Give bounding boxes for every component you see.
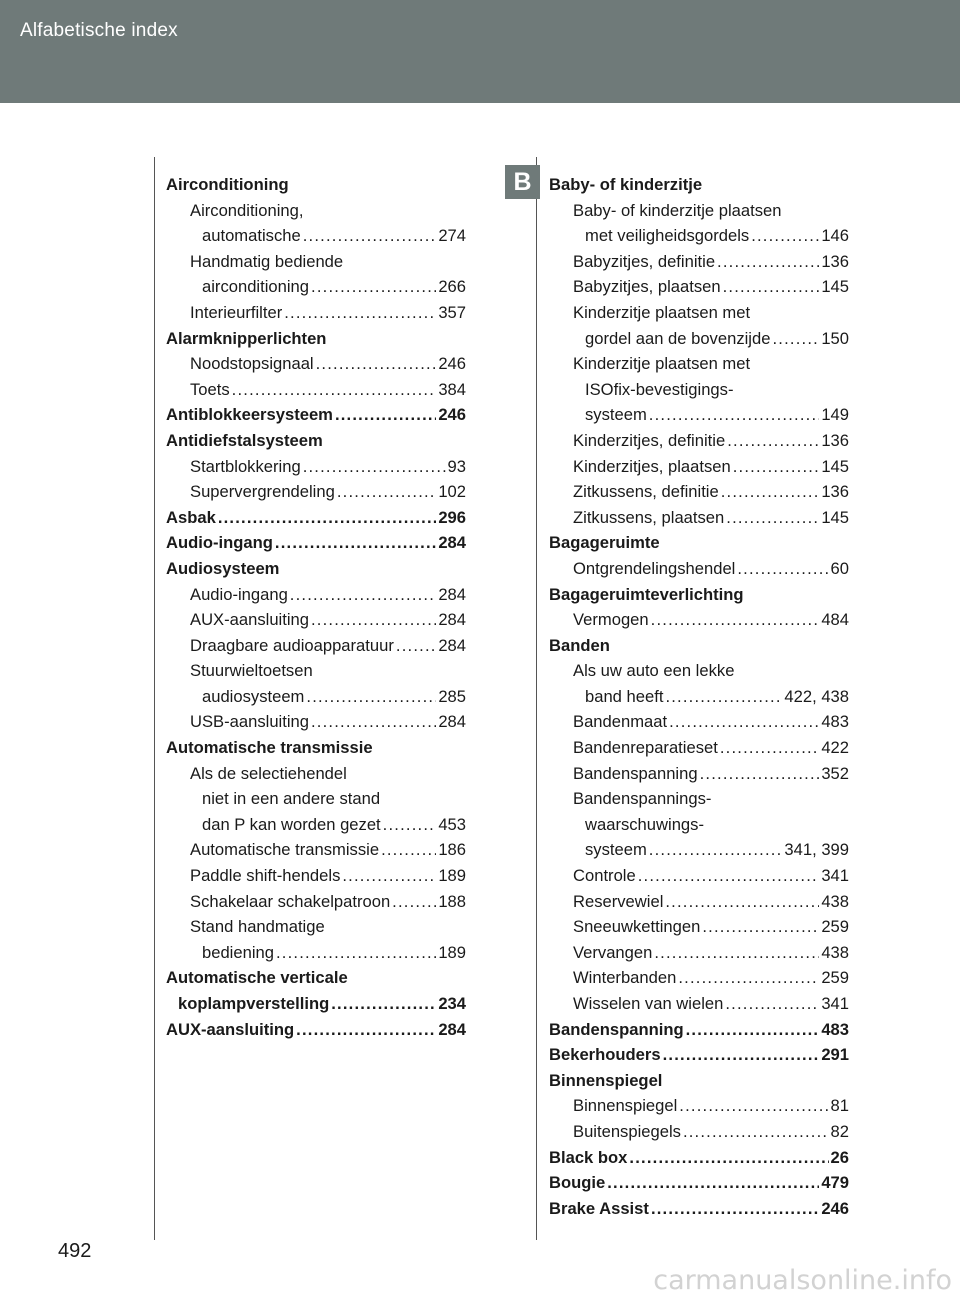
index-entry-sub [549, 889, 849, 915]
index-entry-sub [549, 479, 849, 505]
watermark: carmanualsonline.info [653, 1265, 952, 1296]
index-entry-sub [166, 377, 466, 403]
header-title: Alfabetische index [20, 20, 178, 41]
entry-page-ref: 438 [821, 891, 849, 911]
dot-leader [665, 889, 819, 915]
entry-page-ref: 483 [821, 712, 849, 732]
index-entry-main [166, 530, 466, 556]
index-entry-sub [166, 991, 466, 1017]
entry-page-ref: 146 [821, 226, 849, 246]
index-entry-main [166, 172, 466, 198]
index-entry-sub [166, 300, 466, 326]
dot-leader [335, 402, 436, 428]
entry-text: Airconditioning, [190, 200, 304, 220]
entry-page-ref: 102 [438, 482, 466, 502]
entry-text: Babyzitjes, plaatsen [573, 277, 721, 297]
index-entry-sub [549, 300, 849, 326]
index-entry-sub [166, 607, 466, 633]
dot-leader [275, 530, 436, 556]
dot-leader [284, 300, 436, 326]
entry-page-ref: 484 [821, 610, 849, 630]
entry-text: waarschuwings- [585, 814, 704, 834]
dot-leader [381, 837, 436, 863]
entry-text: Als de selectiehendel [190, 763, 347, 783]
index-column-b [549, 172, 849, 1221]
index-entry-sub [549, 249, 849, 275]
dot-leader [737, 556, 828, 582]
entry-text: Schakelaar schakelpatroon [190, 891, 391, 911]
entry-page-ref: 93 [447, 456, 466, 476]
dot-leader [683, 1119, 829, 1145]
entry-text: Bandenspanning [573, 763, 698, 783]
entry-text: Paddle shift-hendels [190, 866, 341, 886]
entry-text: Asbak [166, 507, 216, 527]
entry-text: AUX-aansluiting [190, 610, 309, 630]
index-entry-sub [549, 428, 849, 454]
dot-leader [638, 863, 820, 889]
entry-text: Banden [549, 635, 610, 655]
entry-text: Baby- of kinderzitje [549, 175, 703, 194]
entry-text: Interieurfilter [190, 302, 283, 322]
entry-text: Ontgrendelingshendel [573, 558, 736, 578]
entry-text: Baby- of kinderzitje plaatsen [573, 200, 782, 220]
entry-text: Kinderzitje plaatsen met [573, 354, 751, 374]
entry-page-ref: 453 [438, 814, 466, 834]
entry-page-ref: 352 [821, 763, 849, 783]
index-entry-sub [166, 709, 466, 735]
entry-page-ref: 284 [438, 610, 466, 630]
dot-leader [721, 479, 820, 505]
index-entry-main [549, 1170, 849, 1196]
index-entry-sub [549, 735, 849, 761]
entry-page-ref: 189 [438, 942, 466, 962]
entry-page-ref: 284 [438, 635, 466, 655]
dot-leader [717, 249, 819, 275]
dot-leader [311, 274, 436, 300]
entry-text: Airconditioning [166, 175, 289, 194]
index-entry-sub [166, 812, 466, 838]
entry-page-ref: 284 [438, 1019, 466, 1039]
entry-text: Bandenmaat [573, 712, 668, 732]
entry-text: Bandenspanning [549, 1019, 684, 1039]
entry-text: Babyzitjes, definitie [573, 251, 716, 271]
entry-page-ref: 189 [438, 866, 466, 886]
entry-text: automatische [202, 226, 301, 246]
dot-leader [396, 633, 436, 659]
index-entry-sub [549, 837, 849, 863]
index-entry-sub [549, 607, 849, 633]
dot-leader [700, 761, 820, 787]
section-letter-tab: B [505, 165, 540, 199]
entry-text: Wisselen van wielen [573, 994, 724, 1013]
index-entry-sub [166, 633, 466, 659]
index-entry-sub [549, 786, 849, 812]
entry-text: airconditioning [202, 277, 310, 297]
dot-leader [311, 607, 436, 633]
entry-page-ref: 188 [438, 891, 466, 911]
entry-page-ref: 81 [830, 1096, 849, 1116]
dot-leader [651, 1196, 819, 1222]
entry-page-ref: 296 [438, 507, 466, 527]
entry-page-ref: 136 [821, 251, 849, 271]
entry-text: Toets [190, 379, 230, 399]
dot-leader [702, 914, 819, 940]
index-entry-sub [549, 684, 849, 710]
index-entry-sub [166, 223, 466, 249]
index-entry-sub [166, 198, 466, 224]
entry-text: Audio-ingang [166, 533, 273, 553]
entry-text: Automatische transmissie [166, 738, 373, 758]
index-entry-sub [166, 249, 466, 275]
entry-page-ref: 479 [821, 1173, 849, 1193]
index-entry-sub [549, 940, 849, 966]
index-entry-sub [549, 863, 849, 889]
entry-text: Noodstopsignaal [190, 354, 314, 374]
entry-page-ref: 136 [821, 482, 849, 502]
entry-page-ref: 136 [821, 430, 849, 450]
dot-leader [723, 274, 820, 300]
entry-text: Audiosysteem [166, 558, 280, 578]
index-entry-sub [549, 1093, 849, 1119]
dot-leader [607, 1170, 819, 1196]
entry-text: dan P kan worden gezet [202, 814, 381, 834]
entry-text: gordel aan de bovenzijde [585, 328, 771, 348]
index-entry-main [166, 428, 466, 454]
index-entry-main [166, 1017, 466, 1043]
entry-text: Audio-ingang [190, 584, 288, 604]
page-header [0, 0, 960, 103]
entry-text: audiosysteem [202, 686, 305, 706]
index-entry-sub [166, 786, 466, 812]
index-entry-sub [166, 479, 466, 505]
entry-text: Bandenreparatieset [573, 738, 718, 758]
dot-leader [218, 505, 437, 531]
entry-page-ref: 149 [821, 405, 849, 425]
dot-leader [651, 607, 820, 633]
column-divider-right [536, 157, 537, 1240]
entry-page-ref: 274 [438, 226, 466, 246]
index-entry-sub [166, 940, 466, 966]
dot-leader [720, 735, 819, 761]
index-entry-main [549, 172, 849, 198]
dot-leader [663, 1042, 820, 1068]
entry-page-ref: 186 [438, 840, 466, 860]
entry-text: AUX-aansluiting [166, 1019, 295, 1039]
index-entry-sub [549, 709, 849, 735]
entry-text: Bagageruimte [549, 533, 660, 553]
index-entry-sub [549, 505, 849, 531]
dot-leader [725, 991, 819, 1017]
dot-leader [392, 889, 436, 915]
index-entry-sub [166, 914, 466, 940]
dot-leader [311, 709, 436, 735]
entry-text: Winterbanden [573, 968, 677, 988]
index-entry-main [166, 402, 466, 428]
index-entry-sub [549, 377, 849, 403]
dot-leader [679, 1093, 828, 1119]
dot-leader [303, 454, 446, 480]
entry-text: Startblokkering [190, 456, 301, 476]
entry-text: Handmatig bediende [190, 251, 344, 271]
index-entry-main [549, 530, 849, 556]
entry-text: systeem [585, 840, 647, 860]
entry-text: Alarmknipperlichten [166, 328, 327, 348]
index-entry-sub [166, 351, 466, 377]
dot-leader [654, 940, 819, 966]
dot-leader [342, 863, 436, 889]
dot-leader [686, 1017, 820, 1043]
dot-leader [337, 479, 436, 505]
dot-leader [669, 709, 819, 735]
entry-page-ref: 145 [821, 277, 849, 297]
entry-text: bediening [202, 942, 274, 962]
entry-page-ref: 150 [821, 328, 849, 348]
entry-page-ref: 145 [821, 507, 849, 527]
page-number: 492 [58, 1240, 92, 1262]
index-entry-sub [549, 351, 849, 377]
entry-text: Bougie [549, 1173, 606, 1193]
dot-leader [290, 582, 437, 608]
entry-text: Brake Assist [549, 1198, 649, 1218]
index-entry-main [549, 582, 849, 608]
dot-leader [649, 837, 783, 863]
dot-leader [316, 351, 437, 377]
entry-page-ref: 284 [438, 533, 466, 553]
index-entry-main [549, 1017, 849, 1043]
entry-text: ISOfix-bevestigings- [585, 379, 734, 399]
entry-page-ref: 422 [821, 738, 849, 758]
entry-text: Supervergrendeling [190, 482, 335, 502]
index-entry-sub [166, 274, 466, 300]
entry-page-ref: 341 [821, 994, 849, 1013]
index-entry-main [166, 965, 466, 991]
entry-page-ref: 60 [830, 558, 849, 578]
entry-page-ref: 483 [821, 1019, 849, 1039]
entry-page-ref: 26 [830, 1147, 849, 1167]
entry-text: Reservewiel [573, 891, 664, 911]
entry-text: Automatische verticale [166, 968, 348, 988]
entry-page-ref: 259 [821, 917, 849, 937]
index-entry-sub [549, 274, 849, 300]
index-entry-sub [549, 1119, 849, 1145]
entry-page-ref: 246 [438, 405, 466, 425]
entry-page-ref: 259 [821, 968, 849, 988]
entry-text: Als uw auto een lekke [573, 661, 735, 681]
dot-leader [678, 965, 819, 991]
entry-page-ref: 266 [438, 277, 466, 297]
dot-leader [331, 991, 436, 1017]
dot-leader [276, 940, 436, 966]
entry-text: Kinderzitjes, definitie [573, 430, 726, 450]
entry-text: Vervangen [573, 942, 653, 962]
index-entry-sub [166, 684, 466, 710]
index-entry-sub [166, 863, 466, 889]
entry-text: Bekerhouders [549, 1045, 661, 1065]
dot-leader [649, 402, 820, 428]
index-entry-main [166, 326, 466, 352]
index-entry-sub [549, 991, 849, 1017]
index-entry-main [549, 1042, 849, 1068]
entry-text: Stuurwieltoetsen [190, 661, 313, 681]
dot-leader [726, 505, 819, 531]
entry-text: Vermogen [573, 610, 649, 630]
index-entry-main [166, 735, 466, 761]
entry-text: Stand handmatige [190, 917, 325, 937]
dot-leader [303, 223, 437, 249]
entry-page-ref: 145 [821, 456, 849, 476]
entry-page-ref: 341 [821, 866, 849, 886]
entry-text: Bandenspannings- [573, 789, 712, 809]
index-entry-sub [549, 223, 849, 249]
dot-leader [772, 326, 819, 352]
entry-page-ref: 246 [821, 1198, 849, 1218]
entry-text: niet in een andere stand [202, 789, 381, 809]
entry-page-ref: 291 [821, 1045, 849, 1065]
entry-text: Sneeuwkettingen [573, 917, 701, 937]
dot-leader [751, 223, 819, 249]
entry-text: band heeft [585, 686, 664, 706]
entry-text: Kinderzitje plaatsen met [573, 302, 751, 322]
column-divider-left [154, 157, 155, 1240]
dot-leader [629, 1145, 828, 1171]
entry-text: Binnenspiegel [549, 1070, 663, 1090]
index-entry-sub [166, 658, 466, 684]
entry-text: Controle [573, 866, 636, 886]
entry-page-ref: 384 [438, 379, 466, 399]
dot-leader [306, 684, 436, 710]
index-entry-sub [549, 658, 849, 684]
entry-text: Bagageruimteverlichting [549, 584, 744, 604]
index-entry-main [166, 505, 466, 531]
entry-page-ref: 284 [438, 584, 466, 604]
index-entry-sub [549, 454, 849, 480]
entry-page-ref: 341, 399 [784, 840, 849, 860]
entry-text: systeem [585, 405, 647, 425]
index-entry-sub [166, 889, 466, 915]
index-entry-sub [549, 326, 849, 352]
entry-text: Antidiefstalsysteem [166, 430, 323, 450]
index-entry-sub [549, 965, 849, 991]
index-entry-sub [166, 837, 466, 863]
entry-text: Binnenspiegel [573, 1096, 678, 1116]
entry-text: Buitenspiegels [573, 1121, 681, 1141]
dot-leader [232, 377, 437, 403]
entry-text: Zitkussens, definitie [573, 482, 719, 502]
entry-page-ref: 284 [438, 712, 466, 732]
index-entry-main [549, 1068, 849, 1094]
entry-text: USB-aansluiting [190, 712, 309, 732]
entry-page-ref: 422, 438 [784, 686, 849, 706]
index-column-a [166, 172, 466, 1042]
entry-text: Kinderzitjes, plaatsen [573, 456, 731, 476]
index-entry-main [549, 1145, 849, 1171]
dot-leader [727, 428, 819, 454]
index-entry-sub [549, 761, 849, 787]
index-entry-main [166, 556, 466, 582]
entry-page-ref: 285 [438, 686, 466, 706]
entry-text: koplampverstelling [178, 994, 330, 1013]
dot-leader [296, 1017, 436, 1043]
index-entry-sub [166, 582, 466, 608]
entry-text: Draagbare audioapparatuur [190, 635, 394, 655]
entry-page-ref: 82 [830, 1121, 849, 1141]
entry-page-ref: 234 [438, 994, 466, 1013]
dot-leader [733, 454, 820, 480]
entry-page-ref: 357 [438, 302, 466, 322]
dot-leader [665, 684, 782, 710]
entry-text: Black box [549, 1147, 628, 1167]
index-entry-sub [166, 454, 466, 480]
entry-text: Antiblokkeersysteem [166, 405, 333, 425]
dot-leader [383, 812, 437, 838]
entry-text: Zitkussens, plaatsen [573, 507, 725, 527]
entry-page-ref: 246 [438, 354, 466, 374]
index-entry-main [549, 1196, 849, 1222]
index-entry-main [549, 633, 849, 659]
index-entry-sub [549, 812, 849, 838]
index-entry-sub [549, 402, 849, 428]
entry-text: met veiligheidsgordels [585, 226, 750, 246]
index-entry-sub [549, 914, 849, 940]
entry-page-ref: 438 [821, 942, 849, 962]
entry-text: Automatische transmissie [190, 840, 380, 860]
index-entry-sub [166, 761, 466, 787]
index-entry-sub [549, 198, 849, 224]
index-entry-sub [549, 556, 849, 582]
